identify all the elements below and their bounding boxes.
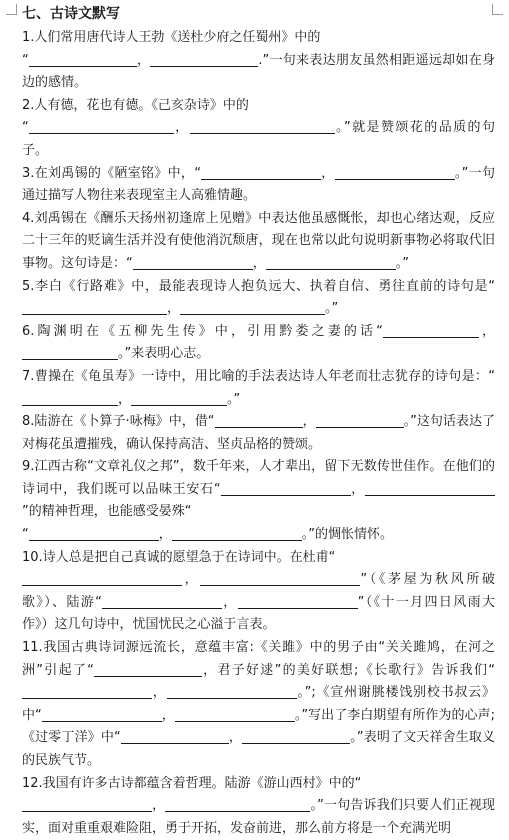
answer-blank[interactable] [150,52,258,67]
answer-blank[interactable] [131,391,227,406]
answer-blank[interactable] [215,413,303,428]
answer-blank[interactable] [165,797,310,812]
answer-blank[interactable] [221,481,351,496]
document-body [22,3,495,840]
question-12: 12.我国有许多古诗都蕴含着哲理。陆游《游山西村》中的“ ， 。”一句告诉我们只要人们正视现实，面对重重艰难险阻，勇于开拓，发奋前进，那么前方将是一个充满光明 [22,775,495,836]
answer-blank[interactable] [29,52,137,67]
answer-blank[interactable] [42,707,162,722]
answer-blank[interactable] [365,481,495,496]
answer-blank[interactable] [29,526,159,541]
answer-blank[interactable] [121,729,229,744]
answer-blank[interactable] [172,526,302,541]
answer-blank[interactable] [200,571,360,586]
question-6: 6.陶渊明在《五柳先生传》中，引用黔娄之妻的话“ ，。”来表明心志。 [22,323,495,362]
answer-blank[interactable] [201,165,321,180]
answer-blank[interactable] [94,662,202,677]
question-8: 8.陆游在《卜算子·咏梅》中，借“ ， 。”这句话表达了对梅花虽遭摧残，确认保持高洁、坚贞品格的赞颂。 [22,414,495,452]
answer-blank[interactable] [22,300,167,315]
section-title: 七、古诗文默写 [22,6,120,22]
answer-blank[interactable] [22,391,118,406]
answer-blank[interactable] [266,255,396,270]
question-10: 10.诗人总是把自己真诚的愿望急于在诗词中。在杜甫“ ， ”（《茅屋为秋风所破歌》）、陆游“ ， ”（《十一月四日风雨大作》）这几句诗中，忧国忧民之心溢于言表。 [22,549,495,633]
answer-blank[interactable] [238,594,358,609]
answer-blank[interactable] [102,594,222,609]
answer-blank[interactable] [175,707,295,722]
answer-blank[interactable] [242,729,350,744]
question-1: 1.人们常用唐代诗人王勃《送杜少府之任蜀州》中的 “ ， .”一句来表达朋友虽然相距遥远却如在身边的感情。 [22,30,495,91]
question-4: 4.刘禹锡在《酬乐天扬州初逢席上见赠》中表达他虽感慨怅，却也心绪达观，反应二十三年的贬谪生活并没有使他消沉颓唐，现在也常以此句说明新事物必将取代旧事物。这句诗是：“ ， 。” [22,210,495,271]
answer-blank[interactable] [335,165,455,180]
answer-blank[interactable] [22,345,118,360]
question-5: 5.李白《行路难》中，最能表现诗人抱负远大、执着自信、勇往直前的诗句是“， 。” [22,278,495,317]
answer-blank[interactable] [29,119,174,134]
question-11: 11.我国古典诗词源远流长，意蕴丰富:《关雎》中的男子由“关关雎鸠，在河之洲”引起了“ ，君子好逑”的美好联想;《长歌行》告诉我们“， 。”;《宣州谢朓楼饯别校书叔云》中“ ， 。”写出了李白期望有所作为的心声;《过零丁洋》中“ ， 。”表明了文天祥舍生取义的民族气节。 [22,640,495,768]
answer-blank[interactable] [133,255,253,270]
answer-blank[interactable] [316,413,404,428]
page-corner-mark-left [6,4,17,15]
answer-blank[interactable] [167,684,297,699]
answer-blank[interactable] [22,571,182,586]
answer-blank[interactable] [22,684,152,699]
answer-blank[interactable] [180,300,325,315]
answer-blank[interactable] [190,119,335,134]
answer-blank[interactable] [383,323,479,338]
answer-blank[interactable] [22,797,152,812]
question-2: 2.人有德，花也有德。《己亥杂诗》中的 “ ， 。”就是赞颂花的品质的句子。 [22,97,495,158]
question-9: 9.江西古称“文章礼仪之邦”，数千年来，人才辈出，留下无数传世佳作。在他们的诗词中，我们既可以品味王安石“ ，”的精神哲理，也能感受晏殊“ “ ， 。”的惆怅情怀。 [22,459,495,543]
question-3: 3.在刘禹锡的《陋室铭》中，“ ， 。”一句通过描写人物往来表现室主人高雅情趣。 [22,165,495,204]
question-7: 7.曹操在《龟虽寿》一诗中，用比喻的手法表达诗人年老而壮志犹存的诗句是：“， 。” [22,368,495,407]
